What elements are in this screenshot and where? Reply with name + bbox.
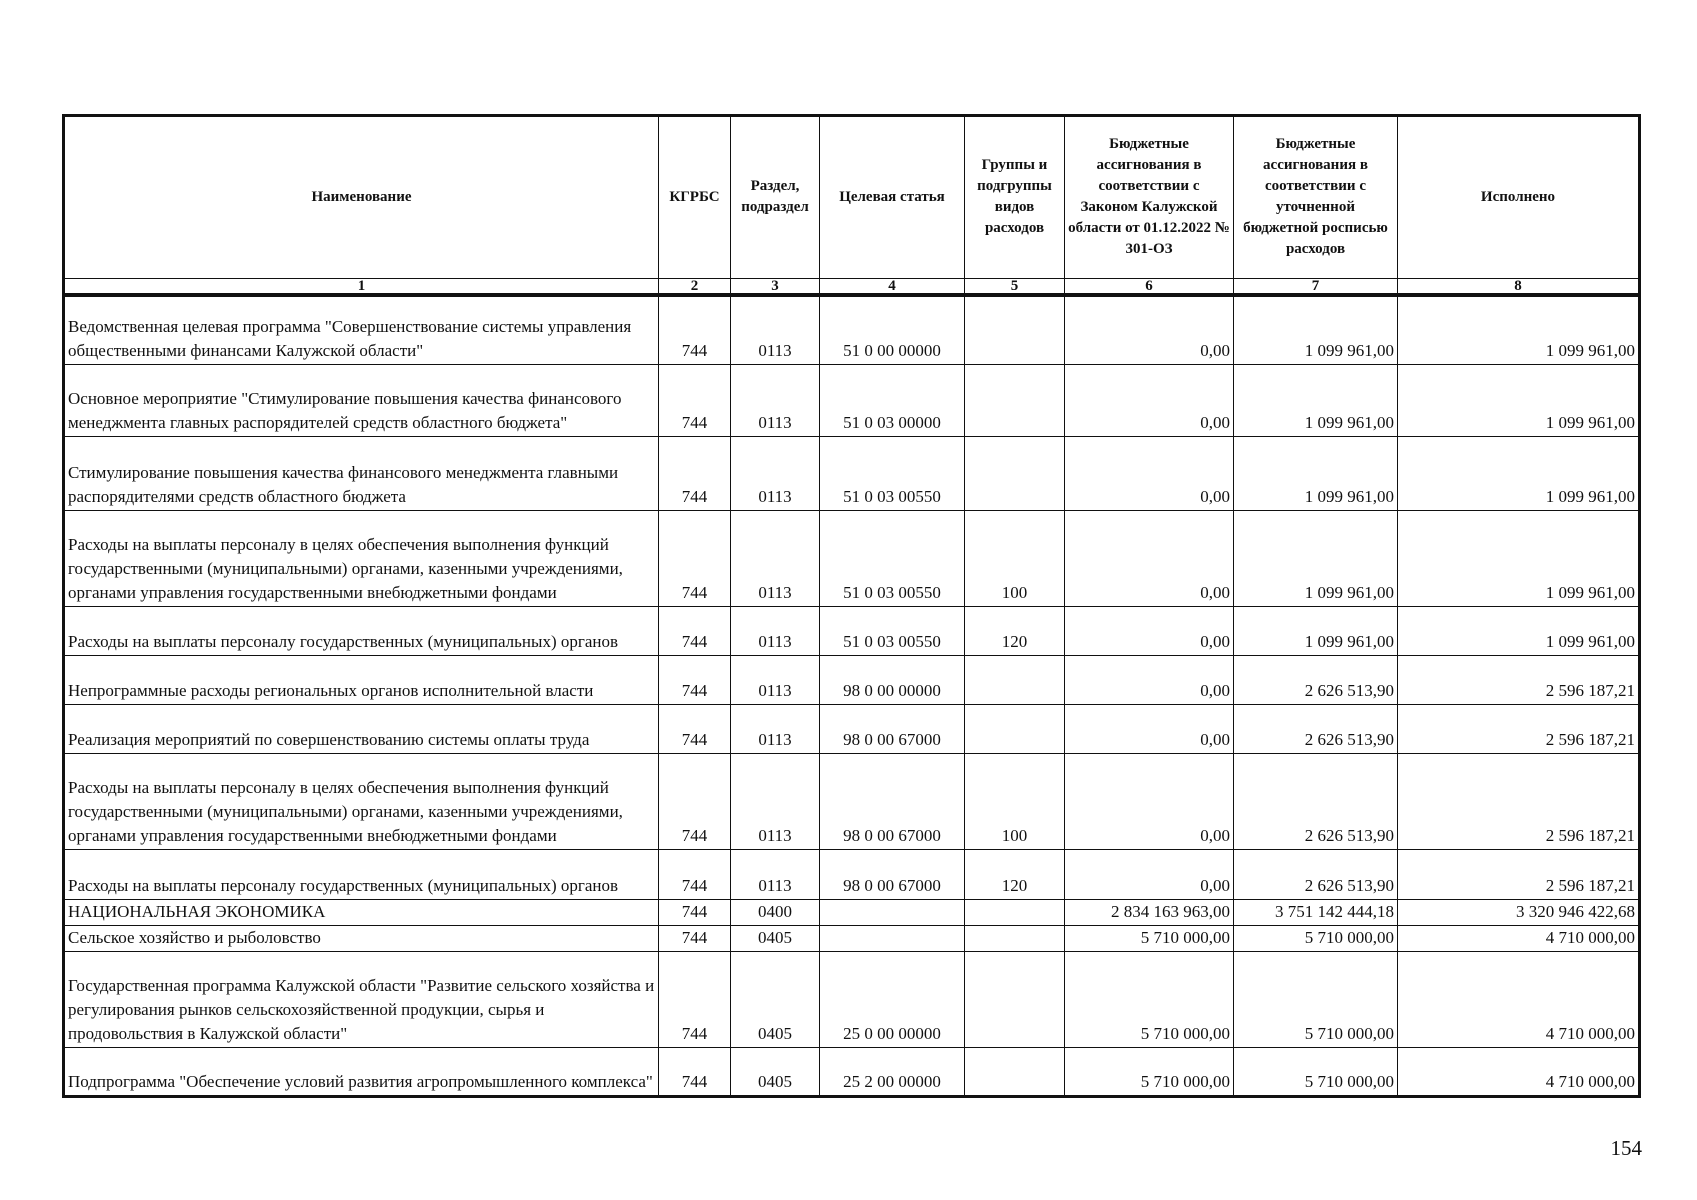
row-section: 0405 — [731, 925, 820, 951]
column-number: 2 — [659, 279, 731, 296]
header-target-article: Целевая статья — [820, 116, 965, 279]
table-row — [64, 925, 1640, 951]
header-executed: Исполнено — [1398, 116, 1640, 279]
row-name: Ведомственная целевая программа "Совершенствование системы управления общественными финансами Калужской области" — [64, 295, 659, 364]
row-law: 0,00 — [1065, 510, 1234, 606]
row-target: 98 0 00 67000 — [820, 704, 965, 753]
row-executed: 2 596 187,21 — [1398, 704, 1640, 753]
row-section: 0113 — [731, 704, 820, 753]
row-group — [965, 1047, 1065, 1096]
budget-sheet — [62, 114, 1638, 1098]
header-expense-groups: Группы и подгруппы видов расходов — [965, 116, 1065, 279]
row-group: 100 — [965, 753, 1065, 849]
row-law: 5 710 000,00 — [1065, 1047, 1234, 1096]
table-row — [64, 606, 1640, 655]
table-row — [64, 295, 1640, 364]
row-kgrbs: 744 — [659, 849, 731, 899]
row-law: 0,00 — [1065, 436, 1234, 510]
row-group — [965, 925, 1065, 951]
row-group — [965, 951, 1065, 1047]
row-group: 120 — [965, 849, 1065, 899]
row-executed: 1 099 961,00 — [1398, 364, 1640, 436]
column-number: 8 — [1398, 279, 1640, 296]
table-row — [64, 655, 1640, 704]
header-kgrbs: КГРБС — [659, 116, 731, 279]
row-section: 0113 — [731, 364, 820, 436]
row-name: Государственная программа Калужской области "Развитие сельского хозяйства и регулирования рынков сельскохозяйственной продукции, сырья и продовольствия в Калужской области" — [64, 951, 659, 1047]
row-refined: 1 099 961,00 — [1234, 606, 1398, 655]
row-target: 98 0 00 67000 — [820, 849, 965, 899]
row-kgrbs: 744 — [659, 364, 731, 436]
row-executed: 2 596 187,21 — [1398, 849, 1640, 899]
row-group — [965, 436, 1065, 510]
row-group — [965, 295, 1065, 364]
row-refined: 2 626 513,90 — [1234, 849, 1398, 899]
row-target: 98 0 00 67000 — [820, 753, 965, 849]
table-header — [64, 116, 1640, 296]
row-refined: 2 626 513,90 — [1234, 704, 1398, 753]
row-executed: 1 099 961,00 — [1398, 510, 1640, 606]
row-refined: 1 099 961,00 — [1234, 436, 1398, 510]
row-name: Расходы на выплаты персоналу в целях обеспечения выполнения функций государственными (муниципальными) органами, казенными учреждениями, органами управления государственными внебюджетными фондами — [64, 510, 659, 606]
column-number: 1 — [64, 279, 659, 296]
row-kgrbs: 744 — [659, 704, 731, 753]
column-number: 7 — [1234, 279, 1398, 296]
row-name: НАЦИОНАЛЬНАЯ ЭКОНОМИКА — [64, 899, 659, 925]
row-law: 0,00 — [1065, 606, 1234, 655]
row-law: 0,00 — [1065, 295, 1234, 364]
row-group — [965, 655, 1065, 704]
row-executed: 4 710 000,00 — [1398, 951, 1640, 1047]
row-name: Непрограммные расходы региональных органов исполнительной власти — [64, 655, 659, 704]
row-target: 98 0 00 00000 — [820, 655, 965, 704]
row-refined: 2 626 513,90 — [1234, 753, 1398, 849]
row-section: 0113 — [731, 655, 820, 704]
column-number: 4 — [820, 279, 965, 296]
header-section: Раздел, подраздел — [731, 116, 820, 279]
row-kgrbs: 744 — [659, 655, 731, 704]
row-section: 0113 — [731, 436, 820, 510]
row-section: 0405 — [731, 1047, 820, 1096]
row-refined: 1 099 961,00 — [1234, 510, 1398, 606]
row-section: 0113 — [731, 753, 820, 849]
row-target: 51 0 03 00550 — [820, 606, 965, 655]
row-refined: 5 710 000,00 — [1234, 1047, 1398, 1096]
row-target: 51 0 03 00000 — [820, 364, 965, 436]
row-law: 2 834 163 963,00 — [1065, 899, 1234, 925]
row-target: 51 0 00 00000 — [820, 295, 965, 364]
table-row — [64, 753, 1640, 849]
row-name: Основное мероприятие "Стимулирование повышения качества финансового менеджмента главных распорядителей средств областного бюджета" — [64, 364, 659, 436]
row-target: 25 2 00 00000 — [820, 1047, 965, 1096]
table-row — [64, 951, 1640, 1047]
row-target: 51 0 03 00550 — [820, 510, 965, 606]
row-refined: 2 626 513,90 — [1234, 655, 1398, 704]
row-kgrbs: 744 — [659, 510, 731, 606]
row-refined: 5 710 000,00 — [1234, 951, 1398, 1047]
table-row — [64, 436, 1640, 510]
row-kgrbs: 744 — [659, 899, 731, 925]
table-row — [64, 1047, 1640, 1096]
row-refined: 1 099 961,00 — [1234, 364, 1398, 436]
row-executed: 1 099 961,00 — [1398, 606, 1640, 655]
row-law: 5 710 000,00 — [1065, 951, 1234, 1047]
row-target: 25 0 00 00000 — [820, 951, 965, 1047]
row-kgrbs: 744 — [659, 606, 731, 655]
row-executed: 4 710 000,00 — [1398, 925, 1640, 951]
row-executed: 2 596 187,21 — [1398, 753, 1640, 849]
row-law: 0,00 — [1065, 364, 1234, 436]
row-kgrbs: 744 — [659, 1047, 731, 1096]
table-body — [64, 295, 1640, 1096]
row-group — [965, 364, 1065, 436]
row-section: 0113 — [731, 849, 820, 899]
row-executed: 3 320 946 422,68 — [1398, 899, 1640, 925]
row-section: 0113 — [731, 295, 820, 364]
budget-table — [62, 114, 1641, 1098]
row-section: 0405 — [731, 951, 820, 1047]
row-name: Расходы на выплаты персоналу государственных (муниципальных) органов — [64, 849, 659, 899]
header-refined-allocations: Бюджетные ассигнования в соответствии с уточненной бюджетной росписью расходов — [1234, 116, 1398, 279]
table-row — [64, 899, 1640, 925]
row-name: Подпрограмма "Обеспечение условий развития агропромышленного комплекса" — [64, 1047, 659, 1096]
column-number: 6 — [1065, 279, 1234, 296]
column-number: 3 — [731, 279, 820, 296]
table-row — [64, 364, 1640, 436]
row-target — [820, 925, 965, 951]
row-name: Сельское хозяйство и рыболовство — [64, 925, 659, 951]
row-refined: 3 751 142 444,18 — [1234, 899, 1398, 925]
row-kgrbs: 744 — [659, 753, 731, 849]
row-law: 0,00 — [1065, 753, 1234, 849]
row-kgrbs: 744 — [659, 295, 731, 364]
row-law: 0,00 — [1065, 655, 1234, 704]
table-row — [64, 849, 1640, 899]
row-group — [965, 704, 1065, 753]
row-law: 0,00 — [1065, 849, 1234, 899]
row-name: Расходы на выплаты персоналу государственных (муниципальных) органов — [64, 606, 659, 655]
row-group: 100 — [965, 510, 1065, 606]
row-group — [965, 899, 1065, 925]
row-executed: 4 710 000,00 — [1398, 1047, 1640, 1096]
header-law-allocations: Бюджетные ассигнования в соответствии с Законом Калужской области от 01.12.2022 № 301-ОЗ — [1065, 116, 1234, 279]
row-law: 5 710 000,00 — [1065, 925, 1234, 951]
table-row — [64, 704, 1640, 753]
row-executed: 1 099 961,00 — [1398, 295, 1640, 364]
table-row — [64, 510, 1640, 606]
row-refined: 5 710 000,00 — [1234, 925, 1398, 951]
row-kgrbs: 744 — [659, 436, 731, 510]
row-executed: 1 099 961,00 — [1398, 436, 1640, 510]
column-number: 5 — [965, 279, 1065, 296]
row-name: Реализация мероприятий по совершенствованию системы оплаты труда — [64, 704, 659, 753]
page-number: 154 — [1610, 1136, 1642, 1160]
row-law: 0,00 — [1065, 704, 1234, 753]
column-number-row — [64, 279, 1640, 296]
row-kgrbs: 744 — [659, 925, 731, 951]
header-name: Наименование — [64, 116, 659, 279]
row-section: 0400 — [731, 899, 820, 925]
row-section: 0113 — [731, 606, 820, 655]
row-name: Стимулирование повышения качества финансового менеджмента главными распорядителями средств областного бюджета — [64, 436, 659, 510]
row-group: 120 — [965, 606, 1065, 655]
row-executed: 2 596 187,21 — [1398, 655, 1640, 704]
row-refined: 1 099 961,00 — [1234, 295, 1398, 364]
row-kgrbs: 744 — [659, 951, 731, 1047]
row-name: Расходы на выплаты персоналу в целях обеспечения выполнения функций государственными (муниципальными) органами, казенными учреждениями, органами управления государственными внебюджетными фондами — [64, 753, 659, 849]
row-section: 0113 — [731, 510, 820, 606]
row-target: 51 0 03 00550 — [820, 436, 965, 510]
row-target — [820, 899, 965, 925]
